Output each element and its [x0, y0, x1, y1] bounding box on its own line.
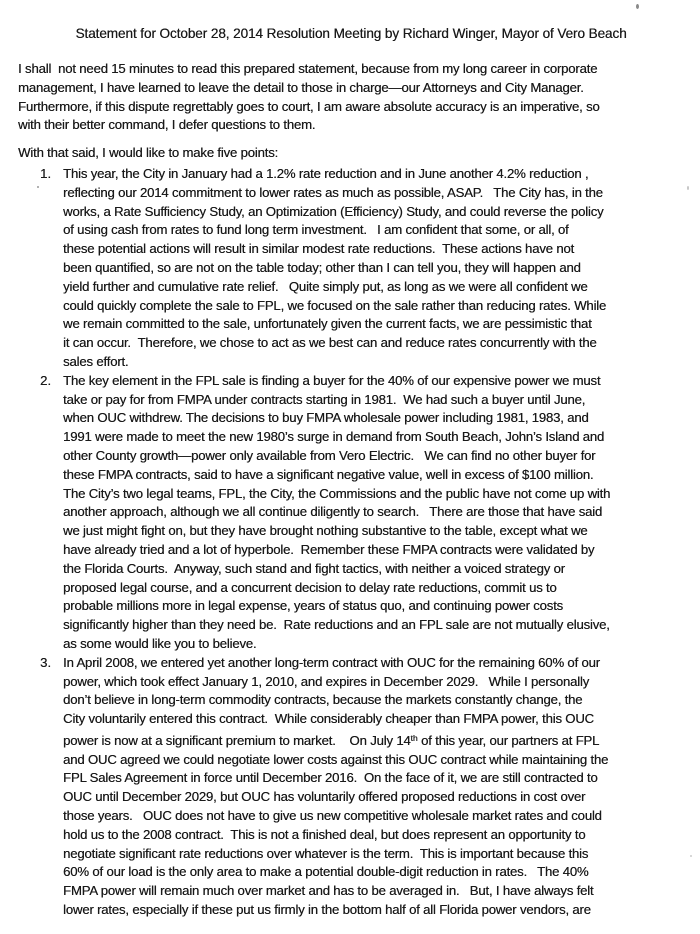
list-item-lines — [63, 165, 684, 372]
list-item — [18, 654, 684, 920]
text-line: when OUC withdrew. The decisions to buy FMPA wholesale power including 1981, 1983, and — [63, 410, 589, 426]
opening-paragraph — [18, 60, 684, 135]
points-lead: With that said, I would like to make five points: — [18, 145, 278, 161]
text-line: other County growth—power only available from Vero Electric. We can find no other buyer for — [63, 447, 596, 463]
text-line: negotiate significant rate reductions over whatever is the term. This is important because this — [63, 845, 589, 861]
text-line: of using cash from rates to fund long term investment. I am confident that some, or all, of — [63, 222, 569, 238]
text-line: as some would like you to believe. — [63, 635, 257, 651]
text-line: probable millions more in legal expense, years of status quo, and continuing power costs — [63, 598, 563, 614]
text-line: This year, the City in January had a 1.2% rate reduction and in June another 4.2% reduction , — [63, 165, 589, 181]
text-line: power, which took effect January 1, 2010, and expires in December 2029. While I personally — [63, 673, 590, 689]
text-line: Furthermore, if this dispute regrettably goes to court, I am aware absolute accuracy is an imperative, so — [18, 98, 600, 114]
text-line: the Florida Courts. Anyway, such stand and fight tactics, with neither a voiced strategy or — [63, 560, 565, 576]
text-line: it can occur. Therefore, we chose to act as we best can and reduce rates concurrently with the — [63, 335, 597, 351]
scan-speck — [636, 4, 639, 9]
text-line: I shall not need 15 minutes to read this prepared statement, because from my long career in corporate — [18, 61, 598, 76]
text-line: take or pay for from FMPA under contracts starting in 1981. We had such a buyer until June, — [63, 391, 586, 407]
text-line: City voluntarily entered this contract. While considerably cheaper than FMPA power, this OUC — [63, 711, 594, 727]
text-line: works, a Rate Sufficiency Study, an Optimization (Efficiency) Study, and could reverse the policy — [63, 203, 604, 219]
document-title: Statement for October 28, 2014 Resolution Meeting by Richard Winger, Mayor of Vero Beach — [75, 26, 627, 41]
text-line: these potential actions will result in similar modest rate reductions. These actions have not — [63, 241, 574, 257]
text-line: OUC until December 2029, but OUC has voluntarily offered proposed reductions in cost over — [63, 789, 586, 805]
text-line: In April 2008, we entered yet another long-term contract with OUC for the remaining 60% of our — [63, 654, 600, 670]
text-line: management, I have learned to leave the detail to those in charge—our Attorneys and City Manager. — [18, 79, 584, 95]
list-item-lines — [63, 654, 684, 920]
text-line: these FMPA contracts, said to have a significant negative value, well in excess of $100 million. — [63, 466, 594, 482]
text-line: another approach, although we all continue diligently to search. There are those that have said — [63, 504, 602, 520]
text-line: 1991 were made to meet the new 1980’s surge in demand from South Beach, John’s Island and — [63, 429, 605, 445]
text-line: and OUC agreed we could negotiate lower costs against this OUC contract while maintaining the — [63, 751, 609, 767]
text-line: we remain committed to the sale, unfortunately given the current facts, we are pessimistic that — [63, 316, 592, 332]
text-line: could quickly complete the sale to FPL, we focused on the sale rather than reducing rates. While — [63, 297, 607, 313]
text-line: with their better command, I defer questions to them. — [18, 117, 316, 133]
text-line: significantly higher than they need be. Rate reductions and an FPL sale are not mutually elusive, — [63, 617, 610, 633]
text-line: we just might fight on, but they have brought nothing substantive to the table, except what we — [63, 523, 588, 539]
text-line: reflecting our 2014 commitment to lower rates as much as possible, ASAP. The City has, in the — [63, 184, 603, 200]
points-lead-wrap — [18, 144, 684, 163]
list-item — [18, 372, 684, 654]
text-line: have already tried and a lot of hyperbole. Remember these FMPA contracts were validated by — [63, 541, 595, 557]
scan-speck — [690, 855, 692, 857]
text-line: proposed legal course, and a concurrent decision to delay rate reductions, commit us to — [63, 579, 557, 595]
text-line: FMPA power will remain much over market and has to be averaged in. But, I have always felt — [63, 883, 594, 899]
text-line: The key element in the FPL sale is finding a buyer for the 40% of our expensive power we must — [63, 372, 601, 388]
list-item-number: 3. — [40, 654, 51, 670]
list-item-number: 2. — [40, 372, 51, 388]
text-line: The City’s two legal teams, FPL, the City, the Commissions and the public have not come up with — [63, 485, 611, 501]
text-line: hold us to the 2008 contract. This is not a finished deal, but does represent an opportunity to — [63, 826, 586, 842]
text-line: power is now at a significant premium to market. On July 14th of this year, our partners at FPL — [63, 732, 600, 748]
text-line: sales effort. — [63, 353, 129, 369]
text-line: yield further and cumulative rate relief. Quite simply put, as long as we were all confident we — [63, 278, 588, 294]
text-line: been quantified, so are not on the table today; other than I can tell you, they will happen and — [63, 259, 581, 275]
scan-speck — [687, 186, 689, 190]
text-line: FPL Sales Agreement in force until December 2016. On the face of it, we are still contracted to — [63, 770, 598, 786]
text-line: 60% of our load is the only area to make a potential double-digit reduction in rates. The 40% — [63, 864, 589, 880]
text-line: those years. OUC does not have to give us new competitive wholesale market rates and could — [63, 808, 602, 824]
text-line: lower rates, especially if these put us firmly in the bottom half of all Florida power vendors, are — [63, 902, 591, 918]
list-item-lines — [63, 372, 684, 654]
list-item — [18, 165, 684, 372]
list-item-number: 1. — [40, 165, 51, 181]
points-list — [18, 165, 684, 920]
ordinal-superscript: th — [410, 732, 418, 743]
text-line: don’t believe in long-term commodity contracts, because the markets constantly change, the — [63, 692, 583, 708]
